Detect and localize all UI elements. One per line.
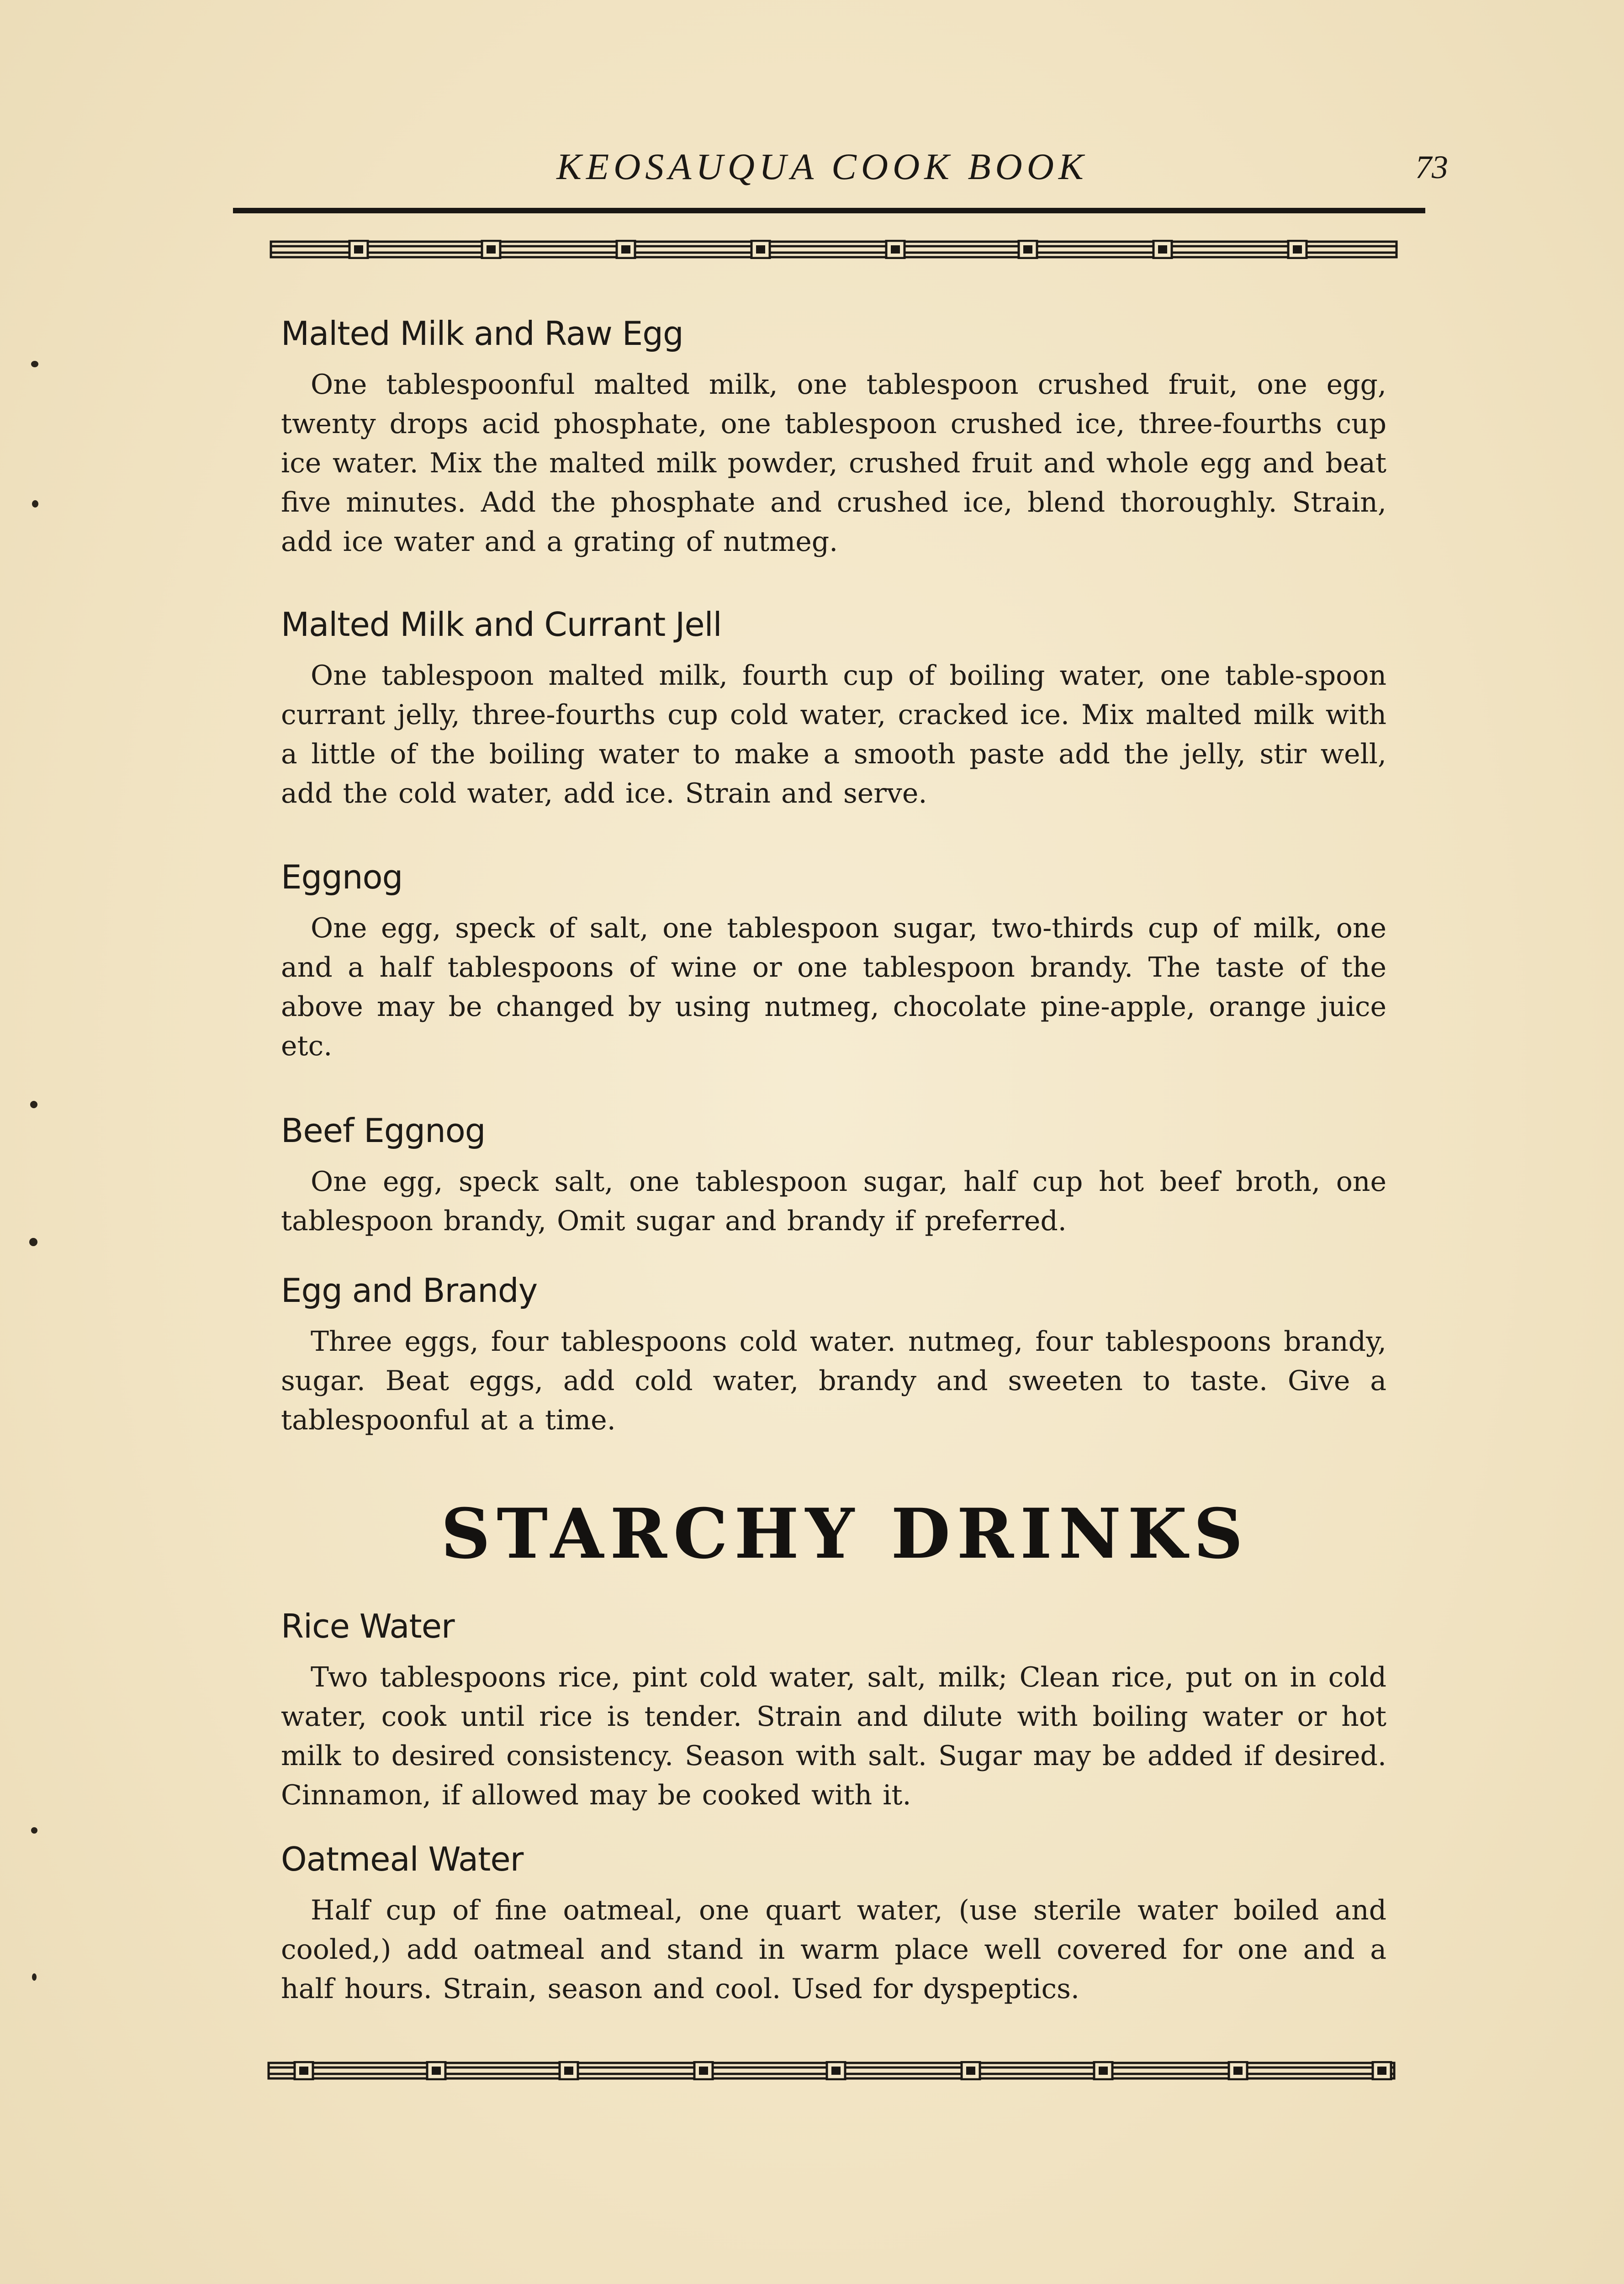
page-number: 73 — [1415, 149, 1448, 185]
recipe-malted-milk-currant-jell — [281, 599, 1386, 813]
recipe-body: One egg, speck of salt, one tablespoon sugar, two-thirds cup of milk, one and a half tablespoons of wine or one tablespoon brandy. The taste of the above may be changed by using nutmeg, chocolate pine-apple, orange juice etc. — [281, 912, 1386, 1062]
header-rule — [233, 208, 1425, 213]
bottom-ornament-border — [267, 2061, 1396, 2080]
top-ornament-border — [270, 240, 1398, 259]
scan-speck — [29, 1238, 37, 1246]
scan-speck — [32, 500, 38, 508]
recipe-title: Malted Milk and Currant Jell — [281, 605, 722, 644]
scan-speck — [32, 1973, 37, 1981]
recipe-body: One tablespoon malted milk, fourth cup of boiling water, one table-spoon currant jelly, three-fourths cup cold water, cracked ice. Mix malted milk with a little of the boiling water to make a smooth paste add the jelly, stir well, add the cold water, add ice. Strain and serve. — [281, 660, 1386, 809]
recipe-title: Eggnog — [281, 858, 403, 896]
scan-speck — [31, 1827, 37, 1834]
scan-speck — [30, 1101, 37, 1108]
recipe-title: Malted Milk and Raw Egg — [281, 314, 683, 353]
recipe-egg-and-brandy — [281, 1265, 1386, 1440]
recipe-body: Three eggs, four tablespoons cold water. nutmeg, four tablespoons brandy, sugar. Beat eggs, add cold water, brandy and sweeten to taste. Give a tablespoonful at a time. — [281, 1326, 1386, 1436]
recipe-body: Half cup of fine oatmeal, one quart water, (use sterile water boiled and cooled,) add oatmeal and stand in warm place well covered for one and a half hours. Strain, season and cool. Used for dyspeptics. — [281, 1894, 1386, 2005]
recipe-title: Egg and Brandy — [281, 1271, 538, 1310]
recipe-beef-eggnog — [281, 1105, 1386, 1241]
scan-speck — [31, 361, 38, 367]
recipe-body: Two tablespoons rice, pint cold water, salt, milk; Clean rice, put on in cold water, cook until rice is tender. Strain and dilute with boiling water or hot milk to desired consistency. Season with salt. Sugar may be added if desired. Cinnamon, if allowed may be cooked with it. — [281, 1661, 1386, 1811]
section-title: STARCHY DRINKS — [441, 1494, 1249, 1574]
recipe-title: Oatmeal Water — [281, 1840, 524, 1878]
recipe-body: One egg, speck salt, one tablespoon sugar, half cup hot beef broth, one tablespoon brandy, Omit sugar and brandy if preferred. — [281, 1166, 1386, 1237]
recipe-rice-water — [281, 1601, 1386, 1815]
recipe-title: Beef Eggnog — [281, 1111, 486, 1150]
running-head: KEOSAUQUA COOK BOOK — [556, 146, 1088, 187]
recipe-eggnog — [281, 852, 1386, 1066]
recipe-title: Rice Water — [281, 1607, 455, 1645]
recipe-body: One tablespoonful malted milk, one tablespoon crushed fruit, one egg, twenty drops acid phosphate, one tablespoon crushed ice, three-fourths cup ice water. Mix the malted milk powder, crushed fruit and whole egg and beat five minutes. Add the phosphate and crushed ice, blend thoroughly. Strain, add ice water and a grating of nutmeg. — [281, 369, 1386, 558]
recipe-oatmeal-water — [281, 1834, 1386, 2009]
recipe-malted-milk-raw-egg — [281, 308, 1386, 561]
